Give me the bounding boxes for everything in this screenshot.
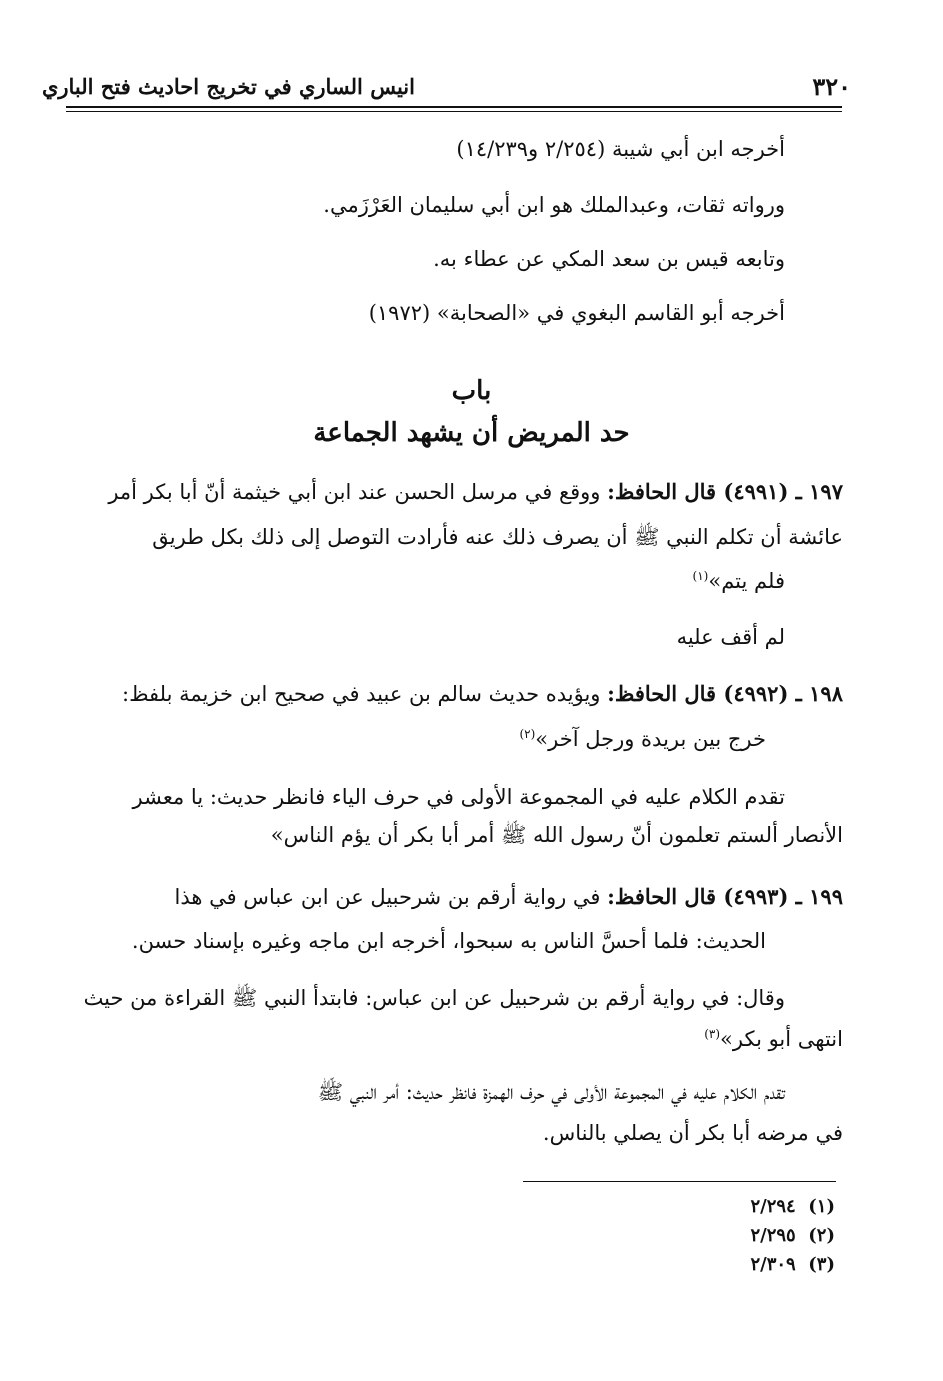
- entry-197-line-4: لم أقف عليه: [676, 625, 785, 649]
- intro-line-3: وتابعه قيس بن سعد المكي عن عطاء به.: [433, 247, 785, 271]
- footnote-1-ref: ٢/٢٩٤: [750, 1196, 796, 1217]
- entry-197-text-3: فلم يتم»: [708, 569, 785, 593]
- entry-197-text-1: ووقع في مرسل الحسن عند ابن أبي خيثمة أنّ أبا بكر أمر: [108, 480, 601, 504]
- entry-199-line-4: [704, 1024, 843, 1054]
- header-rule-thin: [66, 111, 842, 112]
- footnote-1: [750, 1196, 835, 1218]
- entry-197-line-1: [108, 477, 843, 507]
- footnote-ref-2[interactable]: (٢): [519, 727, 536, 741]
- footnote-ref-3[interactable]: (٣): [704, 1027, 721, 1041]
- footnote-3: [750, 1254, 835, 1276]
- footnote-ref-1[interactable]: (١): [692, 569, 709, 583]
- entry-199-prefix: ١٩٩ ـ (٤٩٩٣) قال الحافظ:: [607, 884, 843, 909]
- entry-199-text-4: انتهى أبو بكر»: [720, 1027, 843, 1051]
- entry-198-line-4: الأنصار ألستم تعلمون أنّ رسول الله ﷺ أمر أبا بكر أن يؤم الناس»: [270, 823, 843, 847]
- bab-label: باب: [451, 376, 492, 406]
- intro-line-1: أخرجه ابن أبي شيبة (٢/٢٥٤ و١٤/٢٣٩): [456, 137, 785, 161]
- intro-line-2: ورواته ثقات، وعبدالملك هو ابن أبي سليمان العَرْزَمي.: [323, 193, 785, 217]
- entry-198-text-2: خرج بين بريدة ورجل آخر»: [535, 727, 766, 751]
- footnote-2: [750, 1225, 835, 1247]
- entry-199-text-1: في رواية أرقم بن شرحبيل عن ابن عباس في هذا: [174, 885, 601, 909]
- footnote-3-number: (٣): [808, 1254, 835, 1275]
- bab-title: حد المريض أن يشهد الجماعة: [313, 418, 630, 448]
- entry-198-line-1: [122, 679, 843, 709]
- entry-198-line-3: تقدم الكلام عليه في المجموعة الأولى في حرف الياء فانظر حديث: يا معشر: [132, 785, 785, 809]
- entry-197-prefix: ١٩٧ ـ (٤٩٩١) قال الحافظ:: [607, 479, 843, 504]
- running-title: انيس الساري في تخريج احاديث فتح الباري: [41, 74, 415, 99]
- footnote-1-number: (١): [808, 1196, 835, 1217]
- entry-199-line-3: وقال: في رواية أرقم بن شرحبيل عن ابن عباس: فابتدأ النبي ﷺ القراءة من حيث: [83, 986, 785, 1010]
- intro-line-4: أخرجه أبو القاسم البغوي في «الصحابة» (١٩٧٢): [368, 301, 785, 325]
- entry-198-line-2: [519, 724, 766, 754]
- entry-198-text-1: ويؤيده حديث سالم بن عبيد في صحيح ابن خزيمة بلفظ:: [122, 682, 601, 706]
- footnote-2-number: (٢): [808, 1225, 835, 1246]
- entry-197-line-2: عائشة أن تكلم النبي ﷺ أن يصرف ذلك عنه فأرادت التوصل إلى ذلك بكل طريق: [152, 525, 843, 549]
- footnote-3-ref: ٢/٣٠٩: [750, 1254, 796, 1275]
- header-rule-thick: [66, 106, 842, 108]
- entry-197-line-3: [693, 566, 785, 596]
- entry-199-line-6: في مرضه أبا بكر أن يصلي بالناس.: [542, 1121, 843, 1145]
- entry-199-line-1: [174, 882, 843, 912]
- footnote-separator: [523, 1181, 836, 1182]
- footnote-2-ref: ٢/٢٩٥: [750, 1225, 796, 1246]
- entry-198-prefix: ١٩٨ ـ (٤٩٩٢) قال الحافظ:: [607, 681, 843, 706]
- page-number: ٣٢٠: [812, 72, 851, 101]
- entry-199-line-2: الحديث: فلما أحسَّ الناس به سبحوا، أخرجه ابن ماجه وغيره بإسناد حسن.: [131, 929, 766, 953]
- entry-199-line-5: تقدم الكلام عليه في المجموعة الأولى في حرف الهمزة فانظر حديث: أمر النبي ﷺ: [317, 1080, 785, 1104]
